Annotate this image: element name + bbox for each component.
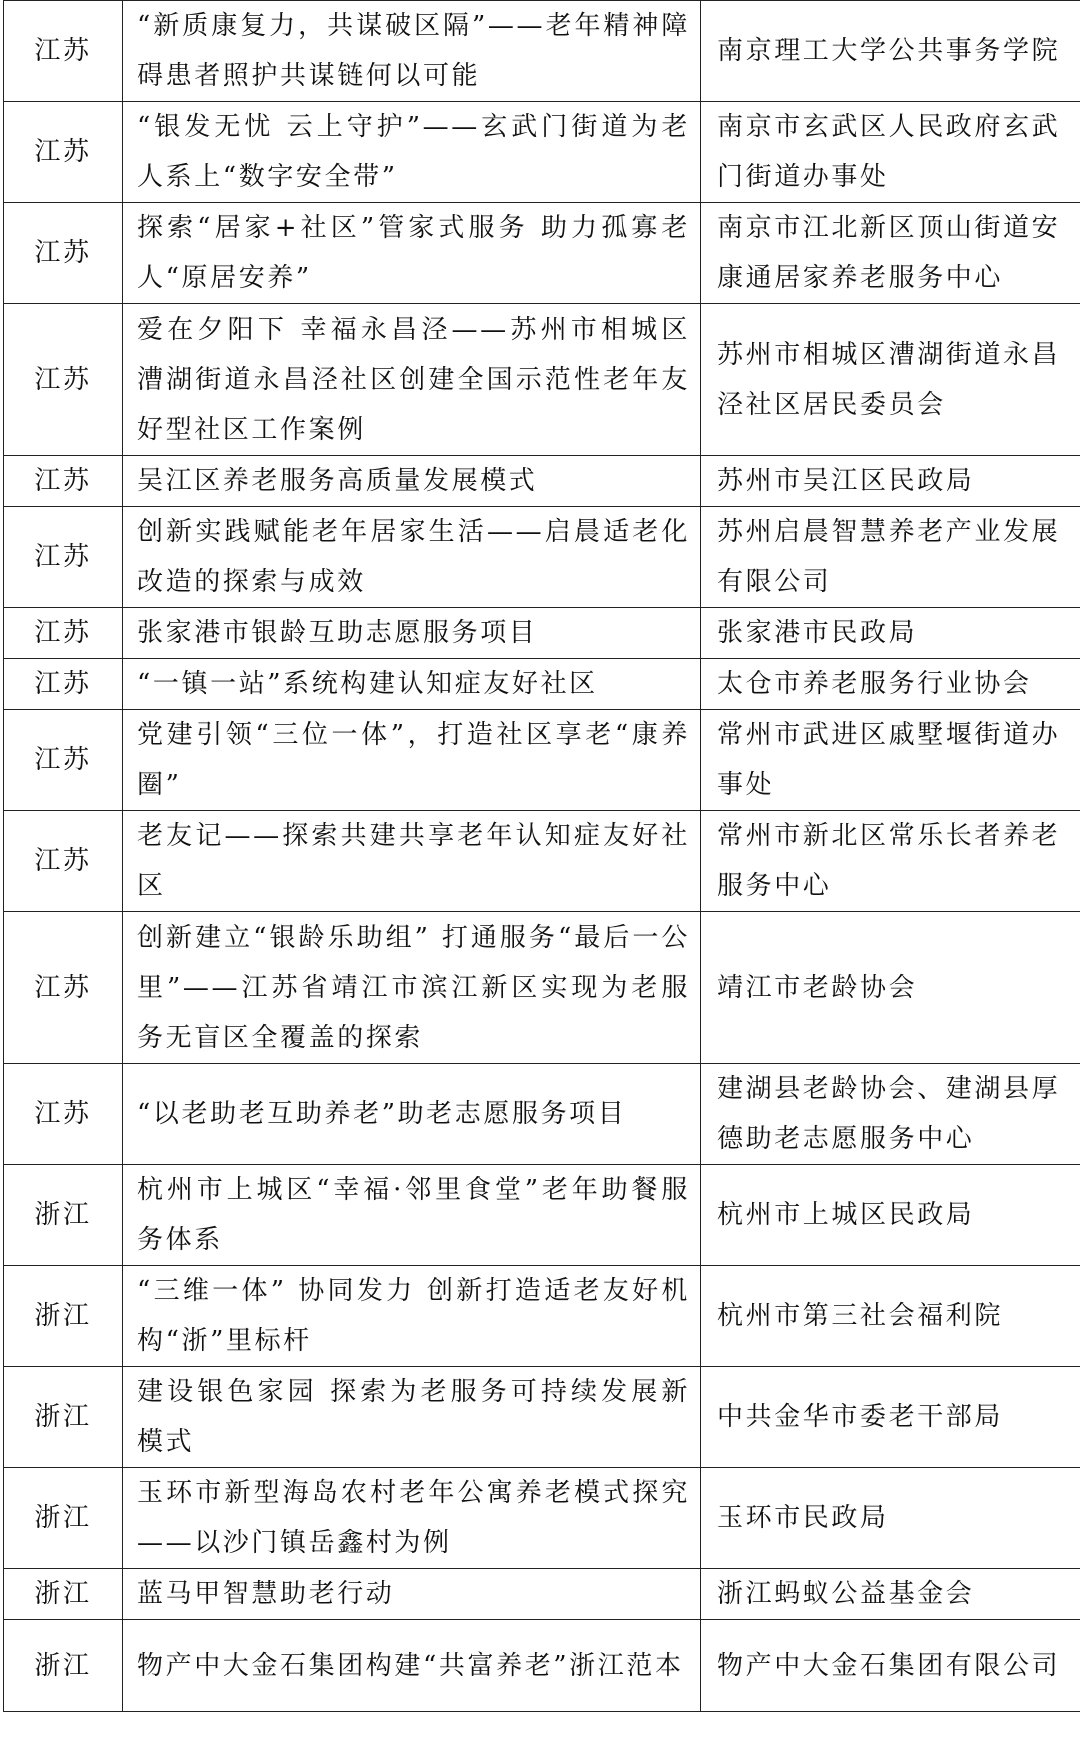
reporting-unit-cell: 杭州市上城区民政局 <box>701 1165 1080 1266</box>
region-cell: 江苏 <box>4 102 123 203</box>
table-row <box>4 456 1080 507</box>
case-title-cell: 探索“居家+社区”管家式服务 助力孤寡老人“原居安养” <box>123 203 701 304</box>
reporting-unit-cell: 南京市江北新区顶山街道安康通居家养老服务中心 <box>701 203 1080 304</box>
case-title-cell: “以老助老互助养老”助老志愿服务项目 <box>123 1064 701 1165</box>
region-cell: 浙江 <box>4 1569 123 1620</box>
reporting-unit-cell: 张家港市民政局 <box>701 608 1080 659</box>
case-title-cell: 杭州市上城区“幸福·邻里食堂”老年助餐服务体系 <box>123 1165 701 1266</box>
table-row <box>4 659 1080 710</box>
case-title-cell: “三维一体” 协同发力 创新打造适老友好机构“浙”里标杆 <box>123 1266 701 1367</box>
reporting-unit-cell: 苏州市吴江区民政局 <box>701 456 1080 507</box>
table-row <box>4 608 1080 659</box>
reporting-unit-cell: 苏州市相城区漕湖街道永昌泾社区居民委员会 <box>701 304 1080 456</box>
case-title-cell: 创新建立“银龄乐助组” 打通服务“最后一公里”——江苏省靖江市滨江新区实现为老服务无盲区全覆盖的探索 <box>123 912 701 1064</box>
region-cell: 浙江 <box>4 1165 123 1266</box>
case-title-cell: 张家港市银龄互助志愿服务项目 <box>123 608 701 659</box>
case-title-cell: 玉环市新型海岛农村老年公寓养老模式探究——以沙门镇岳鑫村为例 <box>123 1468 701 1569</box>
table-row <box>4 507 1080 608</box>
reporting-unit-cell: 杭州市第三社会福利院 <box>701 1266 1080 1367</box>
reporting-unit-cell: 玉环市民政局 <box>701 1468 1080 1569</box>
table-row <box>4 304 1080 456</box>
case-title-cell: 蓝马甲智慧助老行动 <box>123 1569 701 1620</box>
reporting-unit-cell: 常州市新北区常乐长者养老服务中心 <box>701 811 1080 912</box>
reporting-unit-cell: 建湖县老龄协会、建湖县厚德助老志愿服务中心 <box>701 1064 1080 1165</box>
reporting-unit-cell: 南京市玄武区人民政府玄武门街道办事处 <box>701 102 1080 203</box>
region-cell: 江苏 <box>4 1 123 102</box>
reporting-unit-cell: 太仓市养老服务行业协会 <box>701 659 1080 710</box>
region-cell: 江苏 <box>4 304 123 456</box>
case-title-cell: 建设银色家园 探索为老服务可持续发展新模式 <box>123 1367 701 1468</box>
region-cell: 江苏 <box>4 1064 123 1165</box>
region-cell: 江苏 <box>4 710 123 811</box>
table-row <box>4 1266 1080 1367</box>
case-title-cell: “新质康复力，共谋破区隔”——老年精神障碍患者照护共谋链何以可能 <box>123 1 701 102</box>
region-cell: 江苏 <box>4 608 123 659</box>
region-cell: 江苏 <box>4 456 123 507</box>
case-title-cell: 党建引领“三位一体”，打造社区享老“康养圈” <box>123 710 701 811</box>
reporting-unit-cell: 中共金华市委老干部局 <box>701 1367 1080 1468</box>
table-row <box>4 203 1080 304</box>
case-title-cell: 老友记——探索共建共享老年认知症友好社区 <box>123 811 701 912</box>
region-cell: 江苏 <box>4 912 123 1064</box>
case-title-cell: 创新实践赋能老年居家生活——启晨适老化改造的探索与成效 <box>123 507 701 608</box>
reporting-unit-cell: 物产中大金石集团有限公司 <box>701 1620 1080 1712</box>
region-cell: 江苏 <box>4 659 123 710</box>
case-title-cell: “一镇一站”系统构建认知症友好社区 <box>123 659 701 710</box>
table-row <box>4 1367 1080 1468</box>
table-row <box>4 912 1080 1064</box>
case-title-cell: 物产中大金石集团构建“共富养老”浙江范本 <box>123 1620 701 1712</box>
region-cell: 浙江 <box>4 1620 123 1712</box>
reporting-unit-cell: 常州市武进区戚墅堰街道办事处 <box>701 710 1080 811</box>
table-row <box>4 811 1080 912</box>
region-cell: 浙江 <box>4 1367 123 1468</box>
table-row <box>4 1620 1080 1712</box>
reporting-unit-cell: 南京理工大学公共事务学院 <box>701 1 1080 102</box>
table-row <box>4 1165 1080 1266</box>
reporting-unit-cell: 浙江蚂蚁公益基金会 <box>701 1569 1080 1620</box>
case-title-cell: 吴江区养老服务高质量发展模式 <box>123 456 701 507</box>
table-row <box>4 1 1080 102</box>
region-cell: 江苏 <box>4 811 123 912</box>
table-row <box>4 710 1080 811</box>
table-row <box>4 102 1080 203</box>
case-list-table <box>3 0 1080 1712</box>
table-row <box>4 1064 1080 1165</box>
region-cell: 浙江 <box>4 1468 123 1569</box>
case-title-cell: “银发无忧 云上守护”——玄武门街道为老人系上“数字安全带” <box>123 102 701 203</box>
reporting-unit-cell: 靖江市老龄协会 <box>701 912 1080 1064</box>
table-row <box>4 1569 1080 1620</box>
case-title-cell: 爱在夕阳下 幸福永昌泾——苏州市相城区漕湖街道永昌泾社区创建全国示范性老年友好型社区工作案例 <box>123 304 701 456</box>
table-row <box>4 1468 1080 1569</box>
reporting-unit-cell: 苏州启晨智慧养老产业发展有限公司 <box>701 507 1080 608</box>
region-cell: 江苏 <box>4 203 123 304</box>
region-cell: 浙江 <box>4 1266 123 1367</box>
region-cell: 江苏 <box>4 507 123 608</box>
